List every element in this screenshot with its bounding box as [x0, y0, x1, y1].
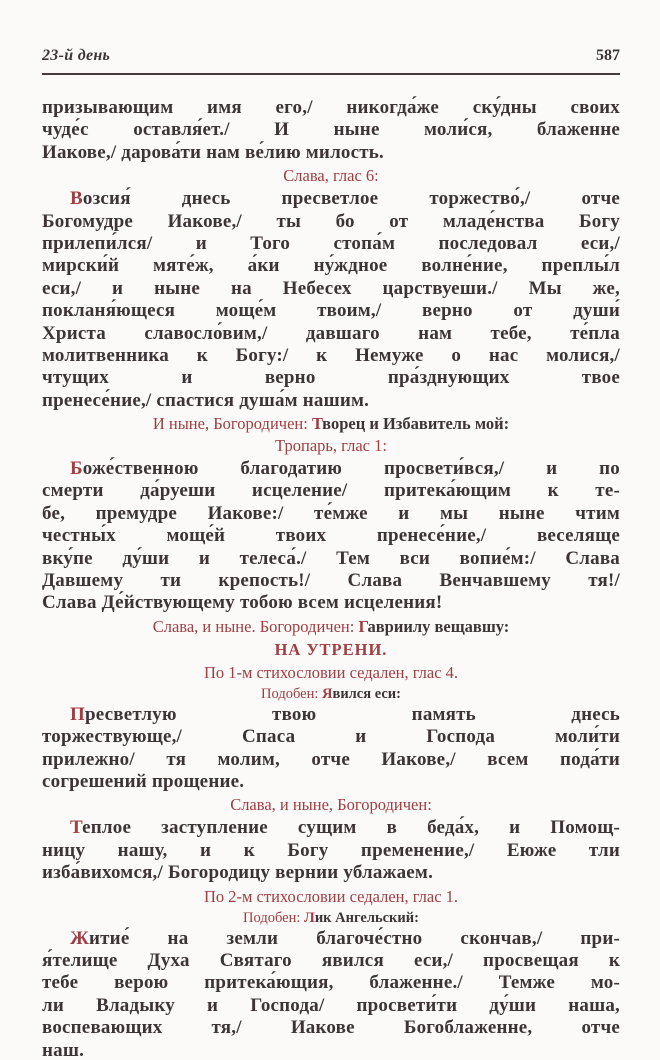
text-line: тебе верою притека́ющия, блаженне./ Темже мо-	[42, 972, 620, 994]
text-line: торжествующе,/ Спаса и Господа моли́ти	[42, 726, 620, 748]
rubric-text: Слава, глас 6:	[283, 166, 379, 186]
text: еплое заступление сущим в беда́х, и Помощ-	[82, 817, 620, 839]
red-initial: Б	[70, 458, 83, 480]
hymn-paragraph	[42, 188, 620, 412]
page-header	[42, 46, 620, 66]
text-line: Давшему ти крепость!/ Слава Венчавшему тя!/	[42, 570, 620, 592]
incipit-text	[322, 686, 401, 702]
text-line: я́телище Духа Святаго явился еси,/ просвещая к	[42, 949, 620, 971]
text-line	[42, 188, 620, 210]
podoben-line	[42, 685, 620, 703]
hymn-paragraph	[42, 704, 620, 794]
hymn-paragraph	[42, 458, 620, 615]
text: вился еси:	[332, 685, 401, 702]
hymn-paragraph	[42, 97, 620, 164]
hymn-paragraph	[42, 817, 620, 884]
text-line: еси,/ и ныне на Небесех царствуеши./ Мы же,	[42, 277, 620, 299]
text-line: ницу нашу, и к Богу пременение,/ Еюже тли	[42, 839, 620, 861]
rubric-text: Тропарь, глас 1:	[275, 436, 387, 456]
incipit-text	[312, 414, 509, 433]
text-line: призывающим имя его,/ никогда́же ску́дны своих	[42, 97, 620, 118]
text-line	[42, 458, 620, 480]
rubric-line	[42, 617, 620, 637]
text: авриилу вещавшу:	[367, 616, 510, 636]
incipit-text	[358, 617, 509, 636]
text-line	[42, 704, 620, 726]
rubric-text: Слава, и ныне. Богородичен:	[152, 616, 359, 636]
text-line: Иакове,/ дарова́ти нам ве́лию милость.	[42, 141, 385, 163]
text: итие́ на земли благоче́стно скончав,/ при-	[89, 927, 620, 949]
text-line: покланя́ющеся моще́м твоим,/ верно от души́	[42, 300, 620, 322]
rubric-line	[42, 795, 620, 815]
rubric-line	[42, 414, 620, 434]
rubric-line	[42, 166, 620, 186]
running-head: 23-й день	[42, 47, 111, 64]
text-line: пренесе́ние,/ спастися душа́м нашим.	[42, 389, 370, 411]
heading-text: НА УТРЕНИ.	[274, 639, 388, 659]
hymn-paragraph	[42, 928, 620, 1060]
section-heading	[42, 640, 620, 660]
rubric-text: Слава, и ныне, Богородичен:	[230, 795, 432, 815]
red-initial: Я	[322, 685, 333, 702]
red-initial: В	[70, 188, 83, 210]
red-initial: Ж	[70, 927, 89, 949]
rubric-line	[42, 436, 620, 456]
red-initial: Т	[311, 414, 323, 434]
incipit-text	[304, 910, 419, 926]
text: ворец и Избавитель мой:	[322, 414, 510, 434]
text-line: вку́пе ду́ши и телеса́./ Тем вси вопие́м:/ Слава	[42, 547, 620, 569]
page-number: 587	[596, 47, 620, 64]
red-initial: Т	[70, 817, 83, 839]
text-line: чуде́с оставля́ет./ И ныне моли́ся, блаженне	[42, 119, 620, 141]
rubric-text: По 2-м стихословии седален, глас 1.	[203, 886, 459, 906]
text-line: Богомудре Иакове,/ ты бо от младе́нства Богу	[42, 210, 620, 232]
text-line: воспевающих тя,/ Иакове Богоблаженне, отче	[42, 1017, 620, 1039]
red-initial: Г	[358, 616, 368, 636]
text-line: прилежно/ тя молим, отче Иакове,/ всем пода́ти	[42, 748, 620, 770]
text-line: прилепи́лся/ и Того стопа́м последовал еси,/	[42, 232, 620, 254]
text-line: бе, премудре Иакове:/ те́мже и мы ныне чтим	[42, 502, 620, 524]
rubric-line	[42, 663, 620, 683]
red-initial: П	[70, 703, 85, 725]
text-line: честны́х моще́й твоих пренесе́ние,/ веселяще	[42, 525, 620, 547]
text: озсия́ днесь пресветлое торжество́,/ отче	[82, 188, 620, 210]
rubric-text: По 1-м стихословии седален, глас 4.	[203, 662, 459, 682]
text-line: изба́вихомся,/ Богородицу вернии ублажаем.	[42, 862, 434, 884]
text-line: наш.	[42, 1039, 85, 1060]
text-line: смерти да́руеши исцеление/ притека́ющим к те-	[42, 480, 620, 502]
podoben-line	[42, 909, 620, 927]
text-line	[42, 817, 620, 839]
text-line: Слава Де́йствующему тобою всем исцеления!	[42, 592, 443, 614]
rubric-line	[42, 887, 620, 907]
text-line: мирски́й мяте́ж, а́ки ну́ждное волне́ние, преплы́л	[42, 255, 620, 277]
text: оже́ственною благодатию просвети́вся,/ и по	[82, 458, 620, 480]
header-rule	[42, 73, 620, 75]
text-line: чтущих и верно пра́зднующих твое	[42, 367, 620, 389]
rubric-text: Подобен:	[243, 909, 305, 926]
red-initial: Л	[304, 909, 315, 926]
text-line: ли Владыку и Господа/ просвети́ти ду́ши наша,	[42, 994, 620, 1016]
rubric-text: И ныне, Богородичен:	[152, 414, 312, 434]
text-line	[42, 928, 620, 950]
rubric-text: Подобен:	[261, 685, 322, 702]
text-line: молитвенника к Богу:/ к Немуже о нас молися,/	[42, 344, 620, 366]
text: ресветлую твою память днесь	[84, 703, 620, 725]
text-line: согрешений прощение.	[42, 770, 245, 792]
text: ик Ангельский:	[314, 909, 419, 926]
text-line: Христа славосло́вим,/ давшаго нам тебе, те́пла	[42, 322, 620, 344]
